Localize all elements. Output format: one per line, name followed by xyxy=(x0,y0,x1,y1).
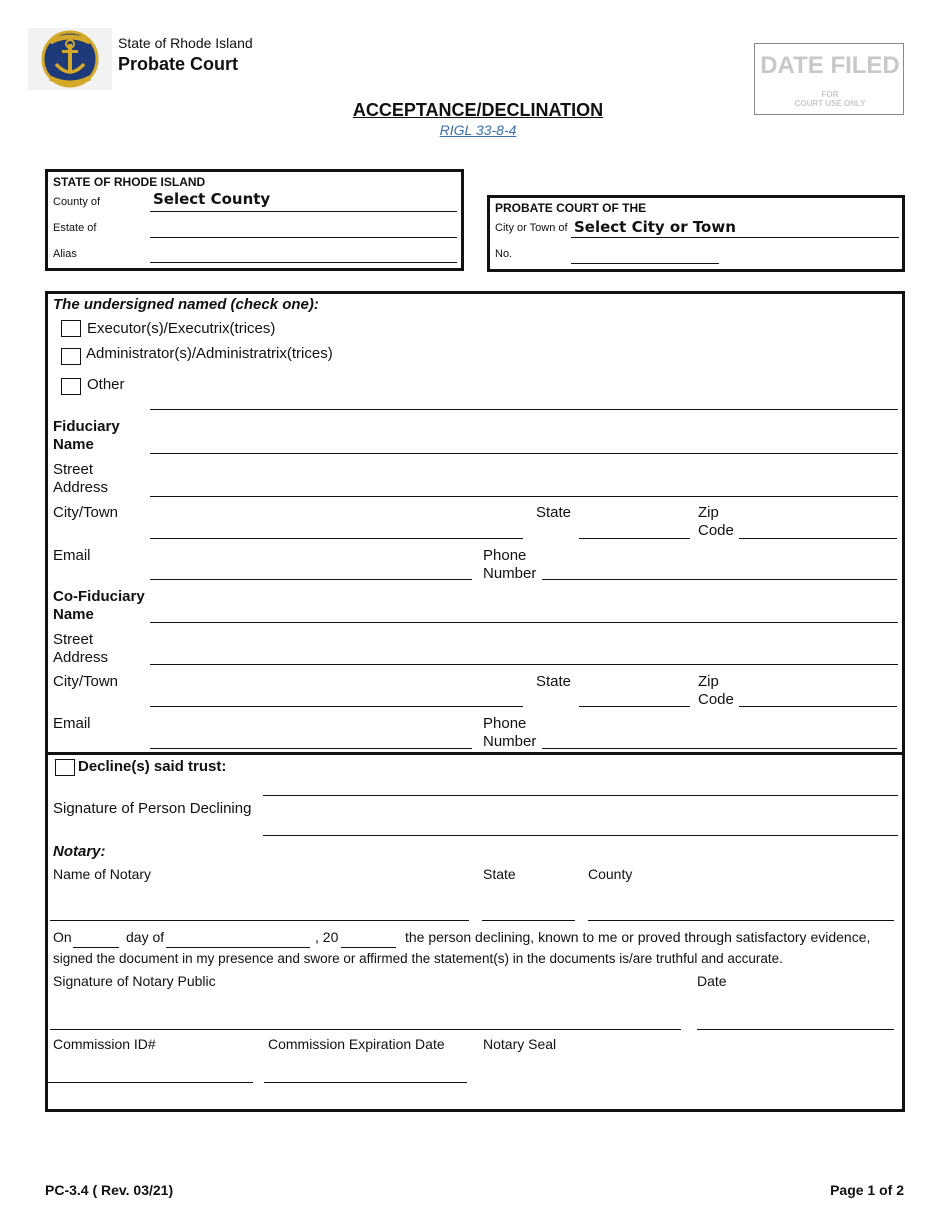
notary-statement-1: the person declining, known to me or proved through satisfactory evidence, xyxy=(405,929,871,945)
cofiduciary-state-label: State xyxy=(536,673,572,690)
day-of-label: day of xyxy=(126,929,165,945)
cofiduciary-phone-label: Phone Number xyxy=(483,715,537,750)
month-field[interactable] xyxy=(166,947,310,948)
city-label: City or Town of xyxy=(495,222,568,234)
fiduciary-street-label: Street Address xyxy=(53,461,109,496)
cofiduciary-phone-field[interactable] xyxy=(542,748,897,749)
fiduciary-zip-field[interactable] xyxy=(739,538,897,539)
county-label: County of xyxy=(53,196,101,208)
notary-state-label: State xyxy=(483,866,516,882)
section-divider xyxy=(45,752,905,755)
alias-label: Alias xyxy=(53,248,77,260)
cofiduciary-zip-label: Zip Code xyxy=(698,673,734,708)
city-line xyxy=(571,237,899,238)
cofiduciary-street-label: Street Address xyxy=(53,631,109,666)
fiduciary-street-field[interactable] xyxy=(150,496,898,497)
fiduciary-phone-field[interactable] xyxy=(542,579,897,580)
signature-declining-label: Signature of Person Declining xyxy=(53,800,252,817)
cofiduciary-name-label: Co-Fiduciary Name xyxy=(53,588,145,623)
cofiduciary-zip-field[interactable] xyxy=(739,706,897,707)
date-filed-label: DATE FILED xyxy=(760,52,900,79)
cofiduciary-email-field[interactable] xyxy=(150,748,472,749)
other-field[interactable] xyxy=(150,409,898,410)
notary-name-field[interactable] xyxy=(50,920,469,921)
fiduciary-phone-label: Phone Number xyxy=(483,547,537,582)
check-one-heading: The undersigned named (check one): xyxy=(53,296,319,313)
executor-checkbox[interactable] xyxy=(61,320,81,337)
notary-date-label: Date xyxy=(697,973,727,989)
cofiduciary-state-field[interactable] xyxy=(579,706,690,707)
notary-statement-2: signed the document in my presence and swore or affirmed the statement(s) in the documents is/are truthful and accurate. xyxy=(53,951,783,966)
cofiduciary-name-field[interactable] xyxy=(150,622,898,623)
cofiduciary-street-field[interactable] xyxy=(150,664,898,665)
county-line xyxy=(150,211,457,212)
court-seal-logo xyxy=(28,28,112,90)
notary-state-field[interactable] xyxy=(482,920,575,921)
commission-id-field[interactable] xyxy=(48,1082,253,1083)
commission-id-label: Commission ID# xyxy=(53,1036,156,1052)
administrator-checkbox[interactable] xyxy=(61,348,81,365)
caption-left-heading: STATE OF RHODE ISLAND xyxy=(53,175,206,189)
commission-exp-field[interactable] xyxy=(264,1082,467,1083)
decline-checkbox[interactable] xyxy=(55,759,75,776)
notary-heading: Notary: xyxy=(53,843,106,860)
decline-label: Decline(s) said trust: xyxy=(78,758,227,775)
case-no-label: No. xyxy=(495,248,513,260)
estate-label: Estate of xyxy=(53,222,97,234)
fiduciary-email-field[interactable] xyxy=(150,579,472,580)
statute-link[interactable]: RIGL 33-8-4 xyxy=(439,122,517,138)
fiduciary-city-label: City/Town xyxy=(53,504,119,521)
city-select[interactable]: Select City or Town xyxy=(574,218,736,236)
notary-date-field[interactable] xyxy=(697,1029,894,1030)
estate-field[interactable] xyxy=(150,237,457,238)
page-title: ACCEPTANCE/DECLINATION xyxy=(352,100,604,120)
executor-label: Executor(s)/Executrix(trices) xyxy=(87,320,276,337)
court-use-label-2: COURT USE ONLY xyxy=(794,99,866,108)
notary-county-label: County xyxy=(588,866,633,882)
decline-line-top xyxy=(263,795,898,796)
county-select[interactable]: Select County xyxy=(153,190,271,208)
state-name: State of Rhode Island xyxy=(118,35,253,51)
signature-declining-field[interactable] xyxy=(263,835,898,836)
alias-field[interactable] xyxy=(150,262,457,263)
year-label: , 20 xyxy=(315,929,339,945)
notary-seal-label: Notary Seal xyxy=(483,1036,557,1052)
fiduciary-city-field[interactable] xyxy=(150,538,523,539)
commission-exp-label: Commission Expiration Date xyxy=(268,1036,445,1052)
other-checkbox[interactable] xyxy=(61,378,81,395)
form-number: PC-3.4 ( Rev. 03/21) xyxy=(45,1182,174,1198)
notary-signature-field[interactable] xyxy=(50,1029,681,1030)
fiduciary-zip-label: Zip Code xyxy=(698,504,734,539)
caption-right-heading: PROBATE COURT OF THE xyxy=(495,201,647,215)
page-number: Page 1 of 2 xyxy=(830,1182,904,1198)
administrator-label: Administrator(s)/Administratrix(trices) xyxy=(86,345,333,362)
notary-name-label: Name of Notary xyxy=(53,866,152,882)
cofiduciary-city-field[interactable] xyxy=(150,706,523,707)
cofiduciary-city-label: City/Town xyxy=(53,673,119,690)
fiduciary-email-label: Email xyxy=(53,547,91,564)
court-use-label-1: FOR xyxy=(821,90,839,99)
on-label: On xyxy=(53,929,72,945)
fiduciary-state-field[interactable] xyxy=(579,538,690,539)
fiduciary-state-label: State xyxy=(536,504,572,521)
cofiduciary-email-label: Email xyxy=(53,715,91,732)
fiduciary-name-label: Fiduciary Name xyxy=(53,418,120,453)
case-no-field[interactable] xyxy=(571,263,719,264)
other-label: Other xyxy=(87,376,125,393)
court-name: Probate Court xyxy=(118,54,239,74)
day-field[interactable] xyxy=(73,947,119,948)
year-field[interactable] xyxy=(341,947,396,948)
notary-signature-label: Signature of Notary Public xyxy=(53,973,216,989)
fiduciary-name-field[interactable] xyxy=(150,453,898,454)
notary-county-field[interactable] xyxy=(588,920,894,921)
